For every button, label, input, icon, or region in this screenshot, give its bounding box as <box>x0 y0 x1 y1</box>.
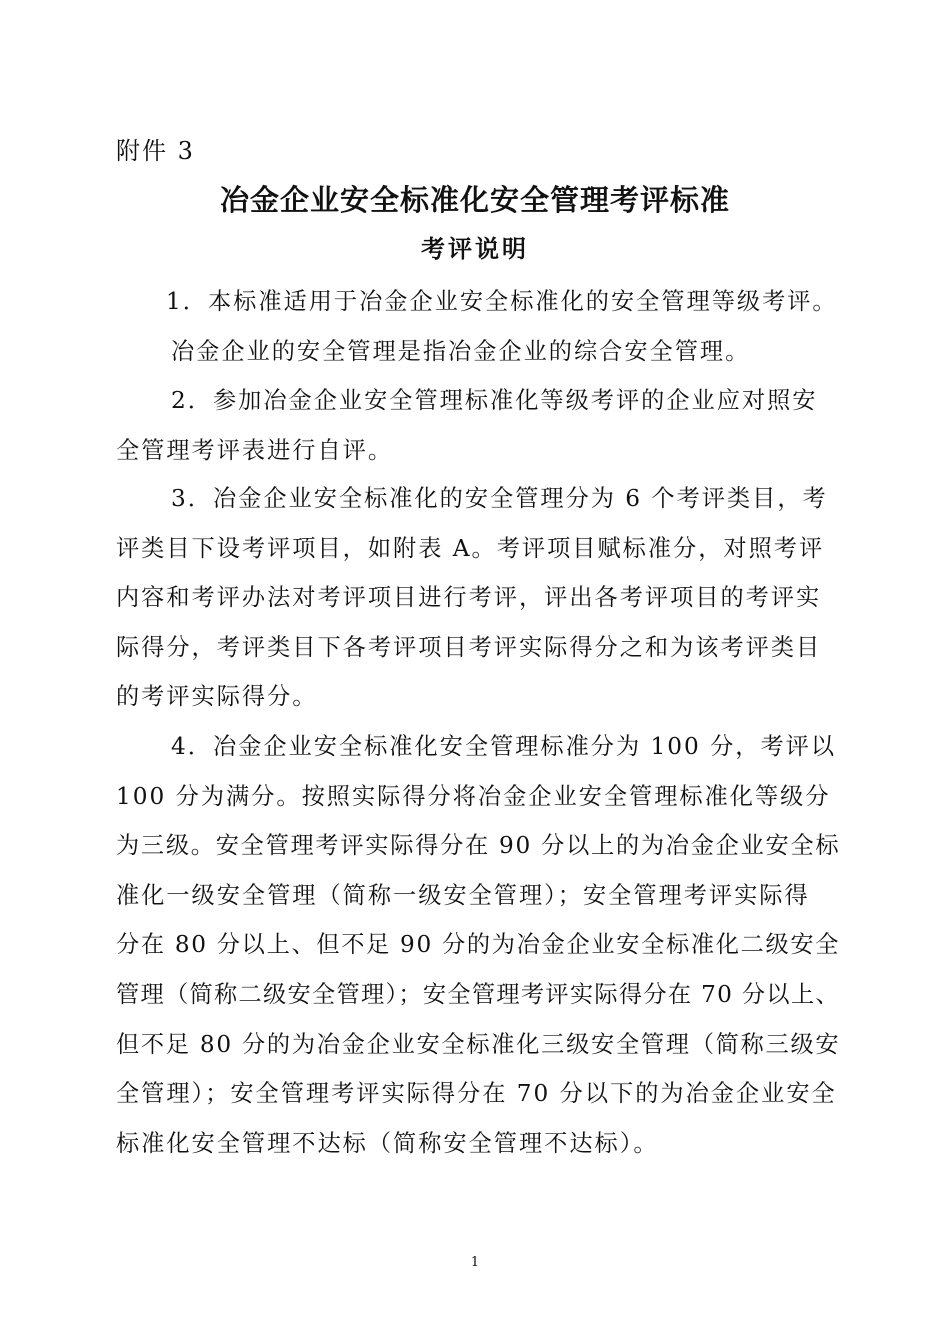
paragraph-line: 4．冶金企业安全标准化安全管理标准分为 100 分，考评以 <box>171 733 837 760</box>
paragraph-line: 1．本标准适用于冶金企业安全标准化的安全管理等级考评。 <box>166 288 838 315</box>
paragraph-line: 全管理）；安全管理考评实际得分在 70 分以下的为冶金企业安全 <box>116 1080 837 1107</box>
document-title: 冶金企业安全标准化安全管理考评标准 <box>219 183 730 217</box>
paragraph-line: 准化一级安全管理（简称一级安全管理）；安全管理考评实际得 <box>116 882 810 909</box>
page-number: 1 <box>470 1255 480 1270</box>
paragraph-line: 为三级。安全管理考评实际得分在 90 分以上的为冶金企业安全标 <box>116 832 841 859</box>
paragraph-line: 3．冶金企业安全标准化的安全管理分为 6 个考评类目，考 <box>171 485 828 512</box>
paragraph-line: 标准化安全管理不达标（简称安全管理不达标）。 <box>116 1130 659 1157</box>
paragraph-line: 冶金企业的安全管理是指冶金企业的综合安全管理。 <box>171 338 751 365</box>
paragraph-line: 内容和考评办法对考评项目进行考评，评出各考评项目的考评实 <box>116 584 822 611</box>
paragraph-line: 100 分为满分。按照实际得分将冶金企业安全管理标准化等级分 <box>116 783 831 810</box>
section-title: 考评说明 <box>421 235 529 263</box>
paragraph-line: 全管理考评表进行自评。 <box>116 437 394 464</box>
paragraph-line: 管理（简称二级安全管理）；安全管理考评实际得分在 70 分以上、 <box>116 981 840 1008</box>
paragraph-line: 际得分，考评类目下各考评项目考评实际得分之和为该考评类目 <box>116 634 822 661</box>
paragraph-line: 2．参加冶金企业安全管理标准化等级考评的企业应对照安 <box>171 387 818 414</box>
paragraph-line: 评类目下设考评项目，如附表 A。考评项目赋标准分，对照考评 <box>116 535 825 562</box>
paragraph-line: 分在 80 分以上、但不足 90 分的为冶金企业安全标准化二级安全 <box>116 931 841 958</box>
paragraph-line: 的考评实际得分。 <box>116 683 318 710</box>
paragraph-line: 但不足 80 分的为冶金企业安全标准化三级安全管理（简称三级安 <box>116 1031 841 1058</box>
attachment-label: 附件 3 <box>116 137 195 165</box>
